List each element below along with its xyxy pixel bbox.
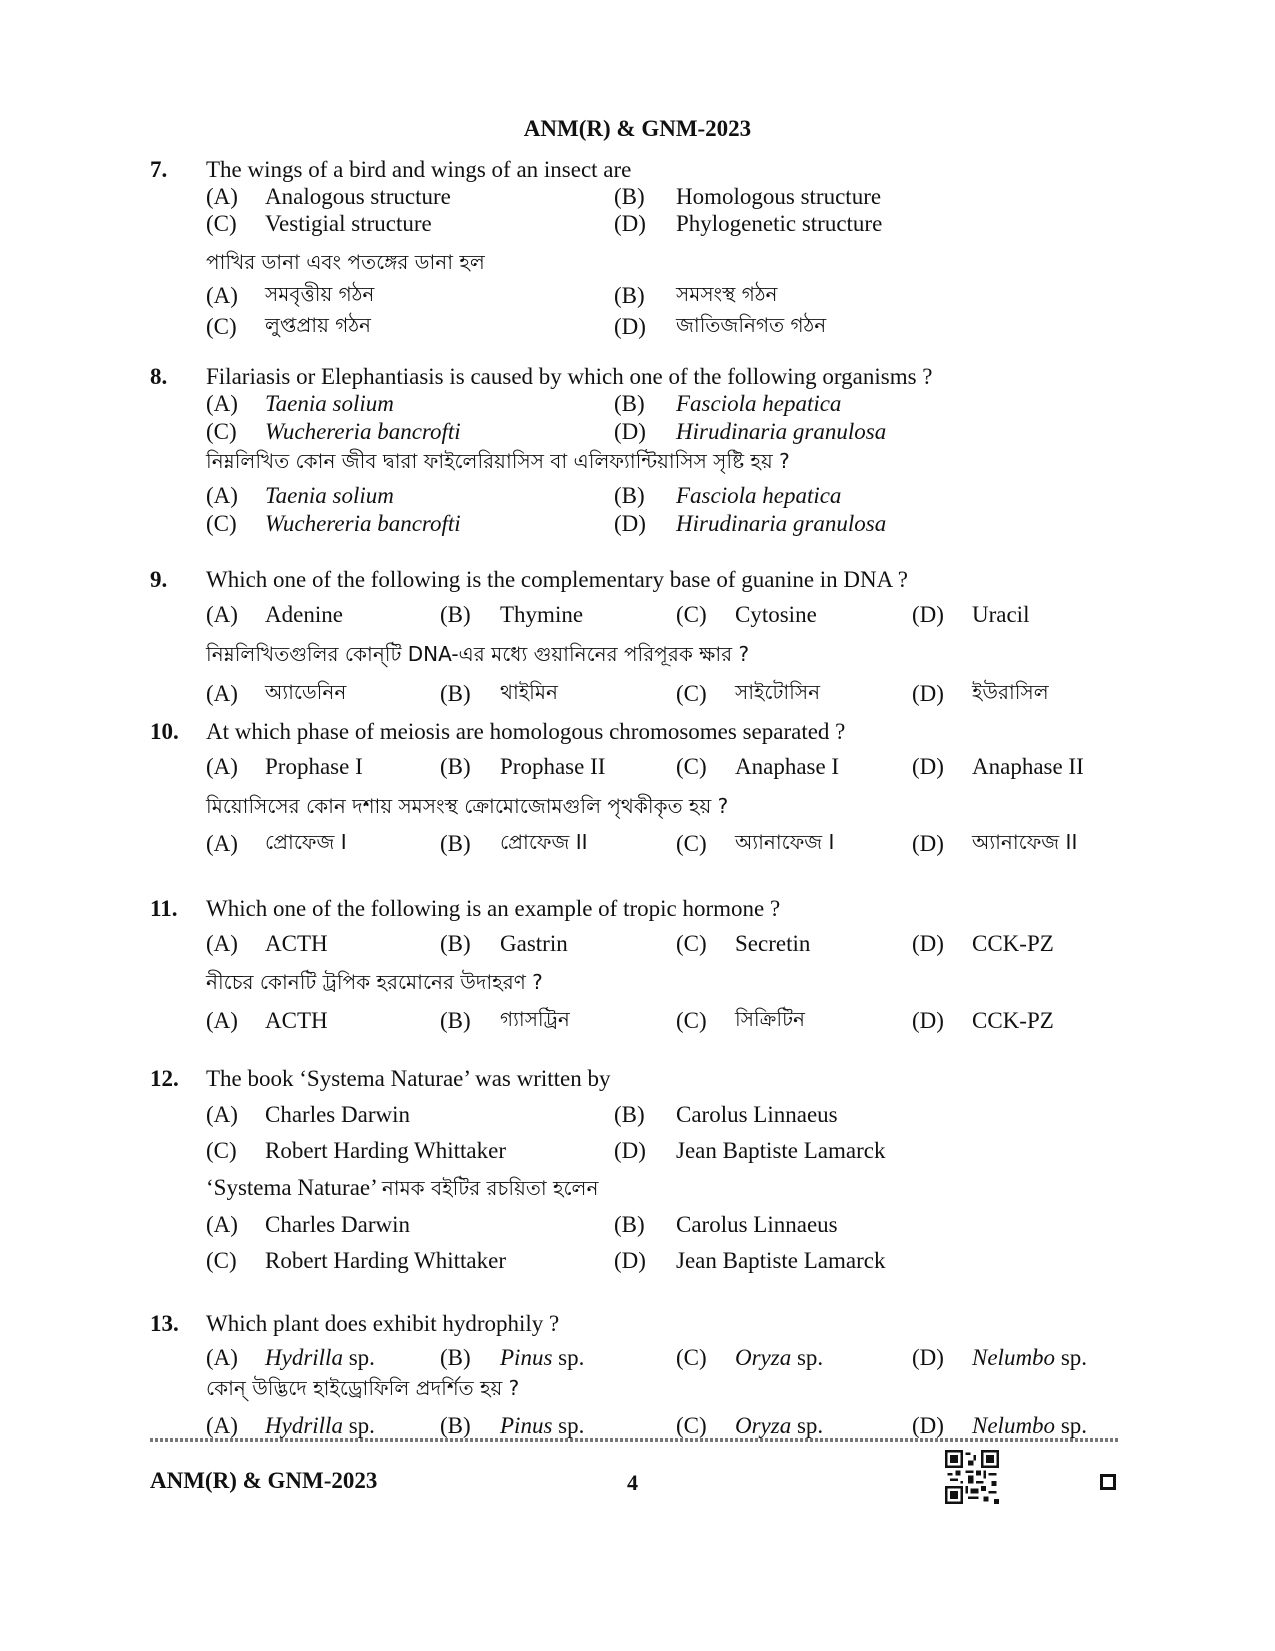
option-label: (A): [206, 184, 238, 209]
option-text: সমসংস্থ গঠন: [676, 282, 778, 306]
option-text: Charles Darwin: [265, 1102, 410, 1127]
page-header-title: ANM(R) & GNM-2023: [523, 116, 752, 141]
option-label: (D): [614, 314, 646, 339]
question-text-en: The book ‘Systema Naturae’ was written by: [206, 1066, 611, 1091]
question-number: 11.: [150, 896, 178, 921]
option-label: (C): [676, 681, 707, 706]
option-label: (D): [614, 211, 646, 236]
option-label: (C): [206, 511, 237, 536]
option-text: Carolus Linnaeus: [676, 1102, 838, 1127]
option-label: (C): [676, 931, 707, 956]
option-text: Nelumbo sp.: [972, 1413, 1088, 1438]
option-text: Fasciola hepatica: [676, 391, 842, 416]
option-text: Fasciola hepatica: [676, 483, 842, 508]
option-text: Robert Harding Whittaker: [265, 1248, 507, 1273]
confidential-microtext-strip: [150, 1438, 1118, 1442]
option-label: (A): [206, 831, 238, 856]
question-number: 10.: [150, 719, 179, 744]
option-label: (B): [440, 1413, 471, 1438]
option-label: (B): [440, 681, 471, 706]
option-text: Taenia solium: [265, 391, 394, 416]
question-text-bn: নিম্নলিখিতগুলির কোন্‌টি DNA-এর মধ্যে গুয়ানিনের পরিপূরক ক্ষার ?: [206, 642, 750, 666]
option-label: (C): [206, 1248, 237, 1273]
option-label: (C): [676, 754, 707, 779]
option-label: (C): [676, 1345, 707, 1370]
option-text: অ্যাডেনিন: [265, 680, 347, 704]
option-text: সিক্রিটিন: [735, 1007, 805, 1031]
option-label: (A): [206, 681, 238, 706]
option-label: (D): [912, 602, 944, 627]
option-label: (D): [614, 511, 646, 536]
option-label: (D): [614, 1138, 646, 1163]
option-label: (A): [206, 1008, 238, 1033]
option-label: (B): [614, 1212, 645, 1237]
option-text: Wuchereria bancrofti: [265, 511, 461, 536]
question-text-en: Which one of the following is the complementary base of guanine in DNA ?: [206, 567, 908, 592]
option-label: (D): [912, 1413, 944, 1438]
option-text: অ্যানাফেজ I: [735, 830, 835, 854]
option-label: (B): [614, 283, 645, 308]
question-text-en: Filariasis or Elephantiasis is caused by which one of the following organisms ?: [206, 364, 933, 389]
option-label: (A): [206, 483, 238, 508]
option-text: সমবৃত্তীয় গঠন: [265, 282, 375, 306]
question-number: 8.: [150, 364, 168, 389]
option-label: (B): [614, 483, 645, 508]
option-text: Pinus sp.: [500, 1345, 585, 1370]
option-text: ইউরাসিল: [972, 680, 1049, 704]
question-text-bn-book: [206, 1174, 598, 1202]
option-label: (D): [912, 1008, 944, 1033]
option-label: (C): [676, 1413, 707, 1438]
option-text: Analogous structure: [265, 184, 451, 209]
question-text-en: The wings of a bird and wings of an insect are: [206, 157, 632, 182]
option-label: (B): [440, 931, 471, 956]
option-label: (B): [614, 184, 645, 209]
option-label: (C): [676, 1008, 707, 1033]
option-text: অ্যানাফেজ II: [972, 830, 1078, 854]
option-text: সাইটোসিন: [735, 680, 821, 704]
option-text: Wuchereria bancrofti: [265, 419, 461, 444]
option-text: Vestigial structure: [265, 211, 432, 236]
option-text: CCK-PZ: [972, 1008, 1054, 1033]
option-label: (D): [614, 1248, 646, 1273]
option-label: (D): [912, 831, 944, 856]
question-number: 12.: [150, 1066, 179, 1091]
option-text: Phylogenetic structure: [676, 211, 883, 236]
option-label: (B): [440, 1345, 471, 1370]
book-title: ‘Systema Naturae’: [206, 1175, 377, 1200]
footer-exam-title: ANM(R) & GNM-2023: [150, 1468, 378, 1493]
question-number: 9.: [150, 567, 168, 592]
option-text: Hydrilla sp.: [265, 1345, 375, 1370]
question-number: 13.: [150, 1311, 179, 1336]
question-text-en: Which plant does exhibit hydrophily ?: [206, 1311, 560, 1336]
option-label: (B): [440, 754, 471, 779]
question-text-bn: কোন্‌ উদ্ভিদে হাইড্রোফিলি প্রদর্শিত হয় ?: [206, 1376, 520, 1400]
option-label: (C): [206, 314, 237, 339]
option-label: (D): [614, 419, 646, 444]
option-text: Oryza sp.: [735, 1413, 824, 1438]
option-text: CCK-PZ: [972, 931, 1054, 956]
corner-marker: [1100, 1474, 1116, 1490]
option-label: (B): [614, 1102, 645, 1127]
option-text: গ্যাসট্রিন: [500, 1007, 570, 1031]
option-label: (A): [206, 602, 238, 627]
option-label: (A): [206, 1102, 238, 1127]
option-text: Cytosine: [735, 602, 817, 627]
option-label: (C): [676, 602, 707, 627]
question-text-bn: মিয়োসিসের কোন দশায় সমসংস্থ ক্রোমোজোমগুলি পৃথকীকৃত হয় ?: [206, 794, 729, 818]
question-text-en: Which one of the following is an example of tropic hormone ?: [206, 896, 781, 921]
option-text: লুপ্তপ্রায় গঠন: [265, 313, 371, 337]
option-text: Nelumbo sp.: [972, 1345, 1088, 1370]
option-text: Taenia solium: [265, 483, 394, 508]
option-label: (A): [206, 931, 238, 956]
question-text-en: At which phase of meiosis are homologous chromosomes separated ?: [206, 719, 846, 744]
option-text: Oryza sp.: [735, 1345, 824, 1370]
option-text: Jean Baptiste Lamarck: [676, 1248, 886, 1273]
option-label: (B): [440, 831, 471, 856]
option-label: (D): [912, 754, 944, 779]
option-text: Prophase II: [500, 754, 606, 779]
option-label: (C): [206, 1138, 237, 1163]
option-label: (A): [206, 283, 238, 308]
option-text: Adenine: [265, 602, 343, 627]
option-text: Prophase I: [265, 754, 363, 779]
question-text-bn: নামক বইটির রচয়িতা হলেন: [381, 1176, 599, 1200]
option-text: Secretin: [735, 931, 811, 956]
option-label: (D): [912, 1345, 944, 1370]
option-label: (B): [614, 391, 645, 416]
option-text: থাইমিন: [500, 680, 558, 704]
option-text: Jean Baptiste Lamarck: [676, 1138, 886, 1163]
option-text: জাতিজনিগত গঠন: [676, 313, 827, 337]
option-label: (D): [912, 931, 944, 956]
option-text: ACTH: [265, 1008, 328, 1033]
option-text: Thymine: [500, 602, 584, 627]
option-text: Hydrilla sp.: [265, 1413, 375, 1438]
option-text: Homologous structure: [676, 184, 882, 209]
option-label: (B): [440, 602, 471, 627]
option-label: (C): [206, 419, 237, 444]
option-text: Anaphase II: [972, 754, 1084, 779]
option-text: Pinus sp.: [500, 1413, 585, 1438]
option-label: (A): [206, 1413, 238, 1438]
option-text: ACTH: [265, 931, 328, 956]
option-label: (C): [206, 211, 237, 236]
option-label: (A): [206, 1212, 238, 1237]
question-number: 7.: [150, 157, 168, 182]
option-label: (A): [206, 754, 238, 779]
option-text: Hirudinaria granulosa: [676, 419, 887, 444]
option-text: Anaphase I: [735, 754, 840, 779]
option-label: (D): [912, 681, 944, 706]
option-text: Robert Harding Whittaker: [265, 1138, 507, 1163]
page-number: 4: [627, 1470, 638, 1495]
option-label: (B): [440, 1008, 471, 1033]
option-text: প্রোফেজ I: [265, 830, 347, 854]
option-label: (C): [676, 831, 707, 856]
option-text: Hirudinaria granulosa: [676, 511, 887, 536]
option-label: (A): [206, 1345, 238, 1370]
question-text-bn: নিম্নলিখিত কোন জীব দ্বারা ফাইলেরিয়াসিস বা এলিফ্যান্টিয়াসিস সৃষ্টি হয় ?: [206, 449, 790, 473]
option-text: Gastrin: [500, 931, 568, 956]
option-text: প্রোফেজ II: [500, 830, 588, 854]
qr-code-icon: [945, 1450, 999, 1504]
option-text: Carolus Linnaeus: [676, 1212, 838, 1237]
question-text-bn: পাখির ডানা এবং পতঙ্গের ডানা হল: [206, 250, 485, 274]
option-label: (A): [206, 391, 238, 416]
option-text: Charles Darwin: [265, 1212, 410, 1237]
question-text-bn: নীচের কোনটি ট্রপিক হরমোনের উদাহরণ ?: [206, 970, 543, 994]
option-text: Uracil: [972, 602, 1030, 627]
